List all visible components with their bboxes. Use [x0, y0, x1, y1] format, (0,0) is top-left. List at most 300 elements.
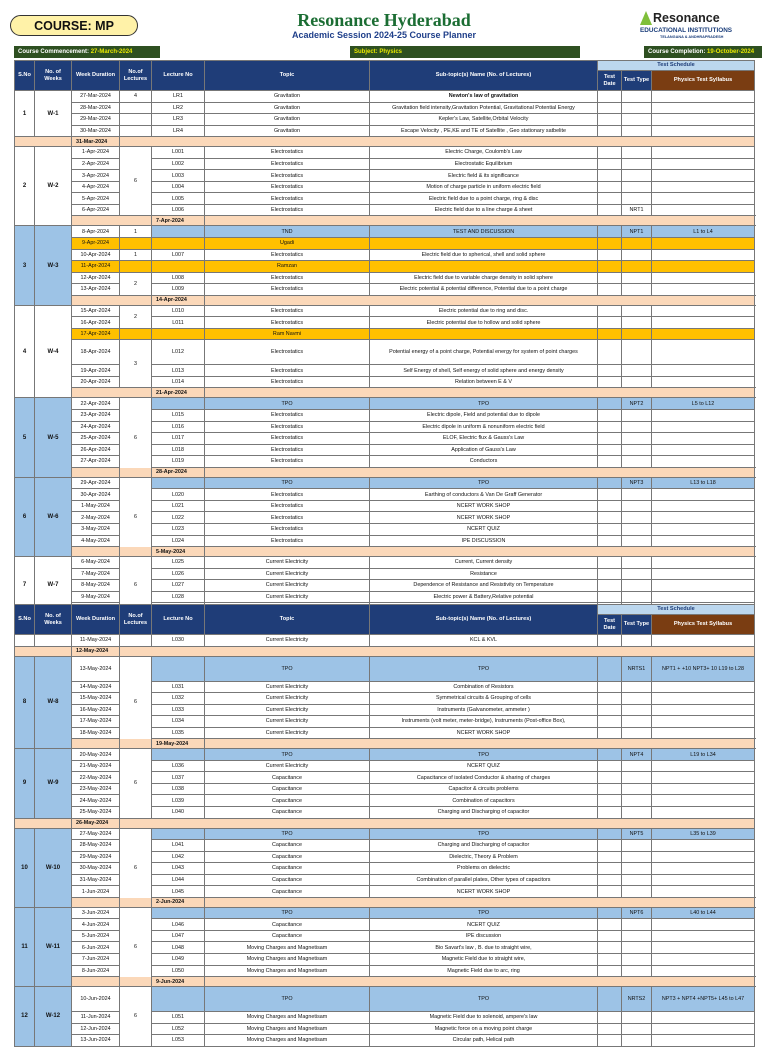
- test-syllabus: [652, 954, 755, 966]
- week-date: 17-May-2024: [72, 716, 120, 728]
- test-date: [598, 477, 622, 489]
- week-label: W-11: [35, 907, 72, 986]
- topic: Current Electricity: [205, 568, 370, 580]
- test-type: [622, 170, 652, 182]
- week-date: 8-Apr-2024: [72, 226, 120, 238]
- subtopic: Charging and Discharging of capacitor: [370, 807, 598, 819]
- test-syllabus: L5 to L12: [652, 398, 755, 410]
- sep-blank: [15, 137, 72, 147]
- subtopic: ELOF, Electric flux & Gauss's Law: [370, 433, 598, 445]
- lecture-no: L021: [152, 500, 205, 512]
- topic: Electrostatics: [205, 433, 370, 445]
- holiday-row: [15, 328, 755, 340]
- week-date: 1-Apr-2024: [72, 147, 120, 159]
- test-type: [622, 851, 652, 863]
- week-sno: [15, 635, 35, 647]
- lecture-no: L010: [152, 305, 205, 317]
- topic: Capacitance: [205, 886, 370, 898]
- test-syllabus: [652, 204, 755, 216]
- test-type: [622, 421, 652, 433]
- holiday-name: Ugadi: [205, 238, 370, 250]
- week-date: 20-May-2024: [72, 749, 120, 761]
- lecture-count: 2: [120, 305, 152, 328]
- sep-blank: [72, 467, 152, 477]
- test-type: [622, 238, 652, 250]
- subtopic: Electric Charge, Coulomb's Law: [370, 147, 598, 159]
- sep-date: 19-May-2024: [152, 739, 205, 749]
- week-date: 4-May-2024: [72, 535, 120, 547]
- test-type: [622, 158, 652, 170]
- week-date: 3-Apr-2024: [72, 170, 120, 182]
- week-date: 2-Apr-2024: [72, 158, 120, 170]
- topic: Electrostatics: [205, 365, 370, 377]
- week-sno: 3: [15, 226, 35, 305]
- test-type: [622, 433, 652, 445]
- topic: Electrostatics: [205, 421, 370, 433]
- week-date: 16-Apr-2024: [72, 317, 120, 329]
- lecture-row: [15, 125, 755, 137]
- lecture-no: L020: [152, 489, 205, 501]
- page-title: Resonance Hyderabad: [297, 10, 471, 30]
- test-syllabus: [652, 340, 755, 365]
- test-date: [598, 365, 622, 377]
- week-date: 18-Apr-2024: [72, 340, 120, 365]
- lecture-no: L007: [152, 249, 205, 261]
- sep-blank: [72, 897, 152, 907]
- subtopic: Bio Savart's law , B. due to straight wire,: [370, 942, 598, 954]
- subtopic: IPE DISCUSSION: [370, 535, 598, 547]
- test-syllabus: [652, 317, 755, 329]
- test-syllabus: [652, 410, 755, 422]
- test-type: [622, 568, 652, 580]
- test-syllabus: [652, 91, 755, 103]
- test-date: [598, 340, 622, 365]
- test-date: [598, 305, 622, 317]
- test-row: [15, 987, 755, 1012]
- lecture-count: 6: [120, 557, 152, 615]
- test-date: [598, 693, 622, 705]
- week-date: 29-Apr-2024: [72, 477, 120, 489]
- subtopic: Electric potential due to hollow and solid sphere: [370, 317, 598, 329]
- week-sno: 6: [15, 477, 35, 556]
- test-date: [598, 942, 622, 954]
- topic: Electrostatics: [205, 410, 370, 422]
- test-date: [598, 238, 622, 250]
- week-date: 2-May-2024: [72, 512, 120, 524]
- test-syllabus: [652, 433, 755, 445]
- test-syllabus: L13 to L18: [652, 477, 755, 489]
- topic: Electrostatics: [205, 523, 370, 535]
- holiday-name: Ramzan: [205, 261, 370, 273]
- week-date: 1-May-2024: [72, 500, 120, 512]
- topic: Moving Charges and Magnetisam: [205, 1035, 370, 1047]
- week-date: 9-May-2024: [72, 591, 120, 603]
- lecture-row: [15, 340, 755, 365]
- test-date: [598, 249, 622, 261]
- week-label: W-2: [35, 147, 72, 226]
- test-syllabus: [652, 965, 755, 977]
- test-type: [622, 340, 652, 365]
- week-date: 27-Mar-2024: [72, 91, 120, 103]
- lecture-no: L045: [152, 886, 205, 898]
- test-type: [622, 272, 652, 284]
- lecture-no: L051: [152, 1012, 205, 1024]
- subtopic: TPO: [370, 398, 598, 410]
- lecture-no: L011: [152, 317, 205, 329]
- subtopic: Instruments (volt meter, meter-bridge), Instruments (Post-office Box),: [370, 716, 598, 728]
- test-date: [598, 1035, 622, 1047]
- week-sno: 8: [15, 656, 35, 749]
- test-type: [622, 512, 652, 524]
- test-date: [598, 535, 622, 547]
- test-type: [622, 328, 652, 340]
- topic: Electrostatics: [205, 305, 370, 317]
- test-syllabus: [652, 1023, 755, 1035]
- topic: Capacitance: [205, 783, 370, 795]
- lecture-count: 6: [120, 749, 152, 818]
- test-row: [15, 828, 755, 840]
- lecture-no: L028: [152, 591, 205, 603]
- test-date: [598, 284, 622, 296]
- lecture-count: 6: [120, 477, 152, 556]
- col-sno: S.No: [15, 605, 35, 635]
- topic: TPO: [205, 477, 370, 489]
- sep-fill: [205, 388, 755, 398]
- lecture-count: [120, 114, 152, 126]
- test-date: [598, 523, 622, 535]
- sep-blank: [15, 646, 72, 656]
- topic: Capacitance: [205, 863, 370, 875]
- lecture-count: 6: [120, 828, 152, 907]
- test-date: [598, 828, 622, 840]
- test-date: [598, 760, 622, 772]
- topic: Moving Charges and Magnetisam: [205, 965, 370, 977]
- lecture-no: L048: [152, 942, 205, 954]
- test-date: [598, 863, 622, 875]
- test-row: [15, 226, 755, 238]
- test-syllabus: [652, 170, 755, 182]
- subtopic: NCERT WORK SHOP: [370, 886, 598, 898]
- test-date: [598, 226, 622, 238]
- week-label: W-7: [35, 557, 72, 615]
- week-date: 24-Apr-2024: [72, 421, 120, 433]
- topic: Current Electricity: [205, 635, 370, 647]
- logo-brand: Resonance: [653, 11, 720, 25]
- sep-fill: [205, 977, 755, 987]
- test-syllabus: [652, 158, 755, 170]
- topic: Capacitance: [205, 919, 370, 931]
- test-date: [598, 749, 622, 761]
- topic: TPO: [205, 749, 370, 761]
- test-date: [598, 635, 622, 647]
- subtopic: Circular path, Helical path: [370, 1035, 598, 1047]
- lecture-no: L030: [152, 635, 205, 647]
- subtopic: Newton's law of gravitation: [370, 91, 598, 103]
- lecture-no: [152, 828, 205, 840]
- week-date: 9-Apr-2024: [72, 238, 120, 250]
- subtopic: Electrostatic Equilibrium: [370, 158, 598, 170]
- test-type: [622, 444, 652, 456]
- lecture-no: [152, 261, 205, 273]
- week-date: 23-Apr-2024: [72, 410, 120, 422]
- test-date: [598, 716, 622, 728]
- subtopic: NCERT WORK SHOP: [370, 727, 598, 739]
- topic: TPO: [205, 987, 370, 1012]
- header-row: [15, 605, 755, 615]
- test-date: [598, 772, 622, 784]
- test-date: [598, 907, 622, 919]
- test-type: [622, 930, 652, 942]
- test-syllabus: [652, 681, 755, 693]
- test-date: [598, 1023, 622, 1035]
- subtopic: NCERT QUIZ: [370, 760, 598, 772]
- test-date: [598, 851, 622, 863]
- test-date: [598, 91, 622, 103]
- subtopic: Electric field due to a point charge, ring & disc: [370, 193, 598, 205]
- lecture-no: L050: [152, 965, 205, 977]
- test-row: [15, 907, 755, 919]
- lecture-no: L049: [152, 954, 205, 966]
- week-date: 5-Apr-2024: [72, 193, 120, 205]
- test-date: [598, 489, 622, 501]
- test-type: [622, 305, 652, 317]
- topic: Electrostatics: [205, 170, 370, 182]
- week-separator-row: [15, 818, 755, 828]
- subtopic: Problems on dielectric: [370, 863, 598, 875]
- sep-fill: [120, 137, 755, 147]
- test-date: [598, 886, 622, 898]
- week-date: 10-Apr-2024: [72, 249, 120, 261]
- test-date: [598, 204, 622, 216]
- test-type: [622, 261, 652, 273]
- topic: Current Electricity: [205, 704, 370, 716]
- subtopic: Electric potential & potential difference, Potential due to a point charge: [370, 284, 598, 296]
- lecture-no: L003: [152, 170, 205, 182]
- test-date: [598, 1012, 622, 1024]
- week-date: 13-Jun-2024: [72, 1035, 120, 1047]
- test-date: [598, 433, 622, 445]
- subtopic: Escape Velocity , PE,KE and TE of Satellite , Geo stationary satbelite: [370, 125, 598, 137]
- col-test-schedule: Test Schedule: [598, 605, 755, 615]
- completion-label: Course Completion:: [648, 49, 706, 55]
- commencement-cell: [14, 46, 160, 58]
- test-type: NPT6: [622, 907, 652, 919]
- subtopic: Potential energy of a point charge, Potential energy for system of point charges: [370, 340, 598, 365]
- lecture-no: L008: [152, 272, 205, 284]
- topic: Gravitation: [205, 114, 370, 126]
- week-separator-row: [15, 467, 755, 477]
- subtopic: Application of Gauss's Law: [370, 444, 598, 456]
- col-test-date: Test Date: [598, 615, 622, 635]
- test-type: NPT5: [622, 828, 652, 840]
- test-row: [15, 749, 755, 761]
- test-syllabus: [652, 919, 755, 931]
- test-date: [598, 500, 622, 512]
- topic: Capacitance: [205, 807, 370, 819]
- lecture-no: L035: [152, 727, 205, 739]
- test-row: [15, 656, 755, 681]
- week-date: 28-Mar-2024: [72, 102, 120, 114]
- test-date: [598, 840, 622, 852]
- test-type: [622, 716, 652, 728]
- topic: Electrostatics: [205, 249, 370, 261]
- week-date: 1-Jun-2024: [72, 886, 120, 898]
- subtopic: Instruments (Galvanometer, ammeter ): [370, 704, 598, 716]
- week-label: W-12: [35, 987, 72, 1047]
- test-type: [622, 919, 652, 931]
- topic: Capacitance: [205, 840, 370, 852]
- test-syllabus: [652, 181, 755, 193]
- test-syllabus: [652, 421, 755, 433]
- lecture-no: L026: [152, 568, 205, 580]
- test-date: [598, 512, 622, 524]
- test-type: [622, 704, 652, 716]
- week-date: 12-Jun-2024: [72, 1023, 120, 1035]
- week-date: 11-Jun-2024: [72, 1012, 120, 1024]
- lecture-count: [120, 328, 152, 340]
- subtopic: Charging and Discharging of capacitor: [370, 840, 598, 852]
- lecture-row: [15, 249, 755, 261]
- lecture-no: L042: [152, 851, 205, 863]
- test-syllabus: [652, 727, 755, 739]
- col-lecture-no: Lecture No: [152, 61, 205, 91]
- sep-date: 14-Apr-2024: [152, 295, 205, 305]
- test-date: [598, 444, 622, 456]
- week-label: W-4: [35, 305, 72, 398]
- week-date: 27-May-2024: [72, 828, 120, 840]
- lecture-no: L044: [152, 874, 205, 886]
- lecture-no: L015: [152, 410, 205, 422]
- topic: Current Electricity: [205, 591, 370, 603]
- topic: Capacitance: [205, 795, 370, 807]
- lecture-count: 2: [120, 272, 152, 295]
- commencement-date: 27-March-2024: [90, 49, 133, 55]
- lecture-no: [152, 398, 205, 410]
- test-type: [622, 580, 652, 592]
- col-subtopic: Sub-topic(s) Name (No. of Lectures): [370, 61, 598, 91]
- week-date: 17-Apr-2024: [72, 328, 120, 340]
- test-syllabus: [652, 557, 755, 569]
- test-type: NRTS1: [622, 656, 652, 681]
- week-sno: 2: [15, 147, 35, 226]
- test-syllabus: [652, 444, 755, 456]
- lecture-no: [152, 328, 205, 340]
- test-date: [598, 317, 622, 329]
- col-weeks: No. of Weeks: [35, 605, 72, 635]
- week-date: 3-May-2024: [72, 523, 120, 535]
- test-type: [622, 681, 652, 693]
- test-date: [598, 795, 622, 807]
- week-date: 16-May-2024: [72, 704, 120, 716]
- week-separator-row: [15, 137, 755, 147]
- test-type: [622, 1012, 652, 1024]
- lecture-count: [120, 238, 152, 250]
- subtopic: KCL & KVL: [370, 635, 598, 647]
- test-syllabus: [652, 305, 755, 317]
- lecture-no: L041: [152, 840, 205, 852]
- week-date: 29-Mar-2024: [72, 114, 120, 126]
- test-syllabus: [652, 365, 755, 377]
- lecture-count: [120, 102, 152, 114]
- week-date: 30-Apr-2024: [72, 489, 120, 501]
- test-syllabus: [652, 272, 755, 284]
- week-date: 22-May-2024: [72, 772, 120, 784]
- page-subtitle: Academic Session 2024-25 Course Planner: [291, 30, 477, 40]
- lecture-no: L002: [152, 158, 205, 170]
- test-type: [622, 500, 652, 512]
- planner-table-page-1: [14, 60, 755, 615]
- test-type: [622, 863, 652, 875]
- week-date: 10-Jun-2024: [72, 987, 120, 1012]
- test-type: NRTS2: [622, 987, 652, 1012]
- lecture-no: LR4: [152, 125, 205, 137]
- test-date: [598, 591, 622, 603]
- sep-date: 7-Apr-2024: [152, 216, 205, 226]
- col-duration: Week Duration: [72, 61, 120, 91]
- lecture-no: [152, 238, 205, 250]
- lecture-row: [15, 147, 755, 159]
- test-syllabus: [652, 580, 755, 592]
- subtopic: Dielectric, Theory & Problem: [370, 851, 598, 863]
- lecture-row: [15, 91, 755, 103]
- subtopic: NCERT QUIZ: [370, 919, 598, 931]
- test-syllabus: L40 to L44: [652, 907, 755, 919]
- subtopic: NCERT WORK SHOP: [370, 512, 598, 524]
- lecture-no: L040: [152, 807, 205, 819]
- topic: TPO: [205, 656, 370, 681]
- test-date: [598, 987, 622, 1012]
- topic: Electrostatics: [205, 272, 370, 284]
- test-type: NPT2: [622, 398, 652, 410]
- week-separator-row: [15, 977, 755, 987]
- week-sno: 9: [15, 749, 35, 818]
- lecture-no: L001: [152, 147, 205, 159]
- week-date: 31-May-2024: [72, 874, 120, 886]
- test-type: [622, 535, 652, 547]
- week-label: W-3: [35, 226, 72, 305]
- week-separator-row: [15, 897, 755, 907]
- test-syllabus: [652, 1035, 755, 1047]
- test-type: [622, 840, 652, 852]
- test-type: [622, 284, 652, 296]
- week-label: W-6: [35, 477, 72, 556]
- test-date: [598, 410, 622, 422]
- test-date: [598, 919, 622, 931]
- week-sno: 10: [15, 828, 35, 907]
- week-date: 6-Jun-2024: [72, 942, 120, 954]
- test-syllabus: L35 to L39: [652, 828, 755, 840]
- topic: Electrostatics: [205, 512, 370, 524]
- subtopic: TEST AND DISCUSSION: [370, 226, 598, 238]
- topic: Electrostatics: [205, 340, 370, 365]
- lecture-no: [152, 749, 205, 761]
- subtopic: TPO: [370, 656, 598, 681]
- topic: TPO: [205, 828, 370, 840]
- lecture-no: L047: [152, 930, 205, 942]
- test-syllabus: NPT1 + +10 NPT3+ 10 L19 to L28: [652, 656, 755, 681]
- lecture-no: L027: [152, 580, 205, 592]
- week-sno: 7: [15, 557, 35, 615]
- sep-date: 28-Apr-2024: [152, 467, 205, 477]
- sep-blank: [72, 388, 152, 398]
- logo-line3: TELANGANA & ANDHRAPRADESH: [660, 35, 724, 39]
- topic: Current Electricity: [205, 681, 370, 693]
- week-sno: 4: [15, 305, 35, 398]
- sep-fill: [205, 467, 755, 477]
- test-syllabus: [652, 535, 755, 547]
- test-type: [622, 965, 652, 977]
- lecture-no: LR1: [152, 91, 205, 103]
